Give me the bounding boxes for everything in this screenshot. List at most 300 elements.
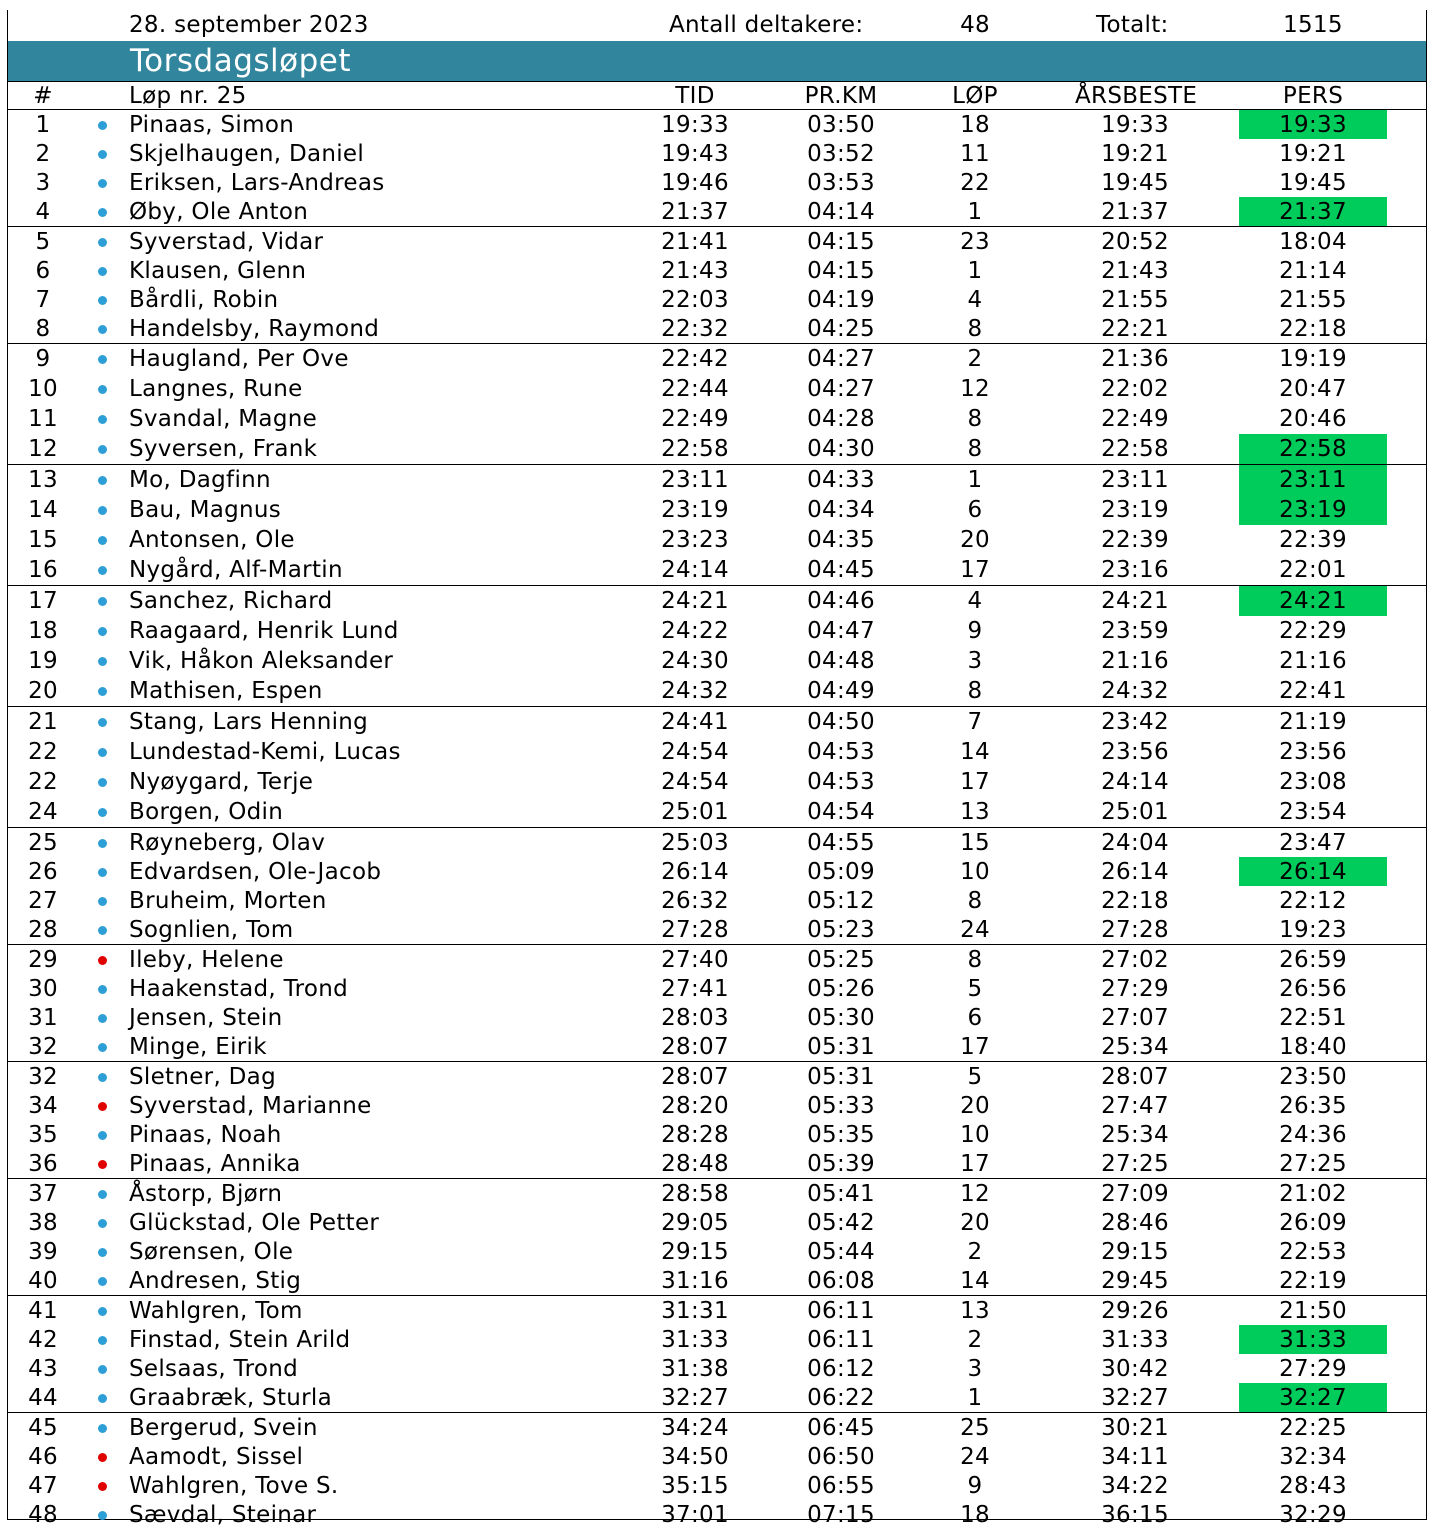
table-row (8, 915, 1426, 944)
result-group (8, 110, 1426, 227)
cell-name: Syversen, Frank (129, 436, 318, 462)
cell-pers: 27:29 (1279, 1356, 1347, 1382)
cell-prkm: 04:48 (807, 648, 875, 674)
cell-name: Klausen, Glenn (129, 258, 307, 284)
cell-rank: 28 (28, 917, 58, 943)
cell-lop: 3 (967, 1356, 983, 1382)
cell-lop: 17 (960, 557, 990, 583)
cell-rank: 39 (28, 1239, 58, 1265)
cell-name: Haakenstad, Trond (129, 976, 348, 1002)
male-marker-icon (98, 1131, 107, 1140)
cell-prkm: 03:52 (807, 141, 875, 167)
cell-lop: 8 (967, 888, 983, 914)
table-row (8, 1413, 1426, 1442)
male-marker-icon (98, 1307, 107, 1316)
table-row (8, 168, 1426, 197)
result-group (8, 1062, 1426, 1179)
female-marker-icon (98, 1482, 107, 1491)
cell-tid: 25:03 (661, 830, 729, 856)
male-marker-icon (98, 1424, 107, 1433)
male-marker-icon (98, 1365, 107, 1374)
cell-pers: 23:50 (1279, 1064, 1347, 1090)
cell-pers: 22:53 (1279, 1239, 1347, 1265)
cell-arsbeste: 27:29 (1101, 976, 1169, 1002)
cell-lop: 17 (960, 1034, 990, 1060)
cell-pers: 22:29 (1279, 618, 1347, 644)
cell-prkm: 04:53 (807, 769, 875, 795)
cell-prkm: 04:47 (807, 618, 875, 644)
summary-bar (8, 10, 1426, 40)
cell-pers: 20:47 (1279, 376, 1347, 402)
cell-tid: 28:48 (661, 1151, 729, 1177)
cell-pers: 23:56 (1279, 739, 1347, 765)
cell-arsbeste: 34:22 (1101, 1473, 1169, 1499)
cell-name: Sanchez, Richard (129, 588, 333, 614)
cell-lop: 10 (960, 859, 990, 885)
cell-arsbeste: 31:33 (1101, 1327, 1169, 1353)
cell-pers: 28:43 (1279, 1473, 1347, 1499)
cell-arsbeste: 29:15 (1101, 1239, 1169, 1265)
cell-arsbeste: 30:42 (1101, 1356, 1169, 1382)
cell-prkm: 03:50 (807, 112, 875, 138)
cell-tid: 27:41 (661, 976, 729, 1002)
cell-prkm: 06:45 (807, 1415, 875, 1441)
cell-arsbeste: 22:21 (1101, 316, 1169, 342)
table-row (8, 707, 1426, 737)
table-row (8, 797, 1426, 827)
cell-rank: 1 (35, 112, 51, 138)
cell-rank: 32 (28, 1034, 58, 1060)
cell-prkm: 03:53 (807, 170, 875, 196)
table-row (8, 525, 1426, 555)
cell-arsbeste: 22:18 (1101, 888, 1169, 914)
cell-prkm: 05:26 (807, 976, 875, 1002)
cell-tid: 23:11 (661, 467, 729, 493)
cell-lop: 18 (960, 1502, 990, 1528)
table-row (8, 767, 1426, 797)
cell-name: Åstorp, Bjørn (129, 1181, 283, 1207)
cell-lop: 23 (960, 229, 990, 255)
cell-pers: 32:34 (1279, 1444, 1347, 1470)
cell-prkm: 04:35 (807, 527, 875, 553)
cell-name: Graabræk, Sturla (129, 1385, 332, 1411)
cell-pers: 31:33 (1279, 1327, 1347, 1353)
male-marker-icon (98, 445, 107, 454)
table-row (8, 1091, 1426, 1120)
page-title: Torsdagsløpet (130, 43, 352, 79)
table-row (8, 1266, 1426, 1295)
cell-tid: 28:20 (661, 1093, 729, 1119)
cell-tid: 21:41 (661, 229, 729, 255)
male-marker-icon (98, 897, 107, 906)
cell-tid: 24:14 (661, 557, 729, 583)
cell-lop: 24 (960, 1444, 990, 1470)
male-marker-icon (98, 385, 107, 394)
cell-lop: 14 (960, 739, 990, 765)
cell-arsbeste: 28:07 (1101, 1064, 1169, 1090)
cell-name: Syverstad, Marianne (129, 1093, 372, 1119)
cell-pers: 26:09 (1279, 1210, 1347, 1236)
cell-lop: 24 (960, 917, 990, 943)
table-row (8, 1032, 1426, 1061)
cell-pers: 26:59 (1279, 947, 1347, 973)
cell-lop: 8 (967, 678, 983, 704)
cell-arsbeste: 24:32 (1101, 678, 1169, 704)
cell-name: Minge, Eirik (129, 1034, 267, 1060)
cell-lop: 8 (967, 436, 983, 462)
cell-prkm: 04:25 (807, 316, 875, 342)
cell-name: Pinaas, Noah (129, 1122, 282, 1148)
cell-tid: 25:01 (661, 799, 729, 825)
male-marker-icon (98, 1073, 107, 1082)
cell-prkm: 04:28 (807, 406, 875, 432)
cell-prkm: 04:45 (807, 557, 875, 583)
male-marker-icon (98, 179, 107, 188)
header-lop: LØP (952, 83, 998, 109)
table-row (8, 1120, 1426, 1149)
cell-prkm: 05:30 (807, 1005, 875, 1031)
cell-name: Svandal, Magne (129, 406, 318, 432)
cell-lop: 25 (960, 1415, 990, 1441)
cell-pers: 22:01 (1279, 557, 1347, 583)
cell-name: Sognlien, Tom (129, 917, 294, 943)
table-row (8, 197, 1426, 226)
cell-rank: 3 (35, 170, 51, 196)
cell-prkm: 05:42 (807, 1210, 875, 1236)
cell-tid: 28:07 (661, 1034, 729, 1060)
cell-tid: 22:44 (661, 376, 729, 402)
cell-name: Haugland, Per Ove (129, 346, 349, 372)
male-marker-icon (98, 296, 107, 305)
cell-pers: 24:36 (1279, 1122, 1347, 1148)
cell-name: Øby, Ole Anton (129, 199, 309, 225)
cell-tid: 24:41 (661, 709, 729, 735)
cell-lop: 18 (960, 112, 990, 138)
male-marker-icon (98, 985, 107, 994)
result-group (8, 227, 1426, 344)
cell-tid: 37:01 (661, 1502, 729, 1528)
table-row (8, 465, 1426, 495)
cell-arsbeste: 24:14 (1101, 769, 1169, 795)
cell-lop: 13 (960, 799, 990, 825)
male-marker-icon (98, 1511, 107, 1520)
cell-arsbeste: 26:14 (1101, 859, 1169, 885)
cell-prkm: 04:15 (807, 229, 875, 255)
cell-rank: 21 (28, 709, 58, 735)
cell-name: Bau, Magnus (129, 497, 282, 523)
cell-tid: 34:24 (661, 1415, 729, 1441)
cell-lop: 11 (960, 141, 990, 167)
cell-pers: 22:19 (1279, 1268, 1347, 1294)
cell-rank: 9 (35, 346, 51, 372)
table-row (8, 495, 1426, 525)
cell-prkm: 04:50 (807, 709, 875, 735)
cell-rank: 47 (28, 1473, 58, 1499)
male-marker-icon (98, 627, 107, 636)
male-marker-icon (98, 506, 107, 515)
table-row (8, 1442, 1426, 1471)
cell-lop: 6 (967, 497, 983, 523)
cell-name: Wahlgren, Tove S. (129, 1473, 339, 1499)
cell-pers: 20:46 (1279, 406, 1347, 432)
result-group (8, 707, 1426, 828)
cell-tid: 32:27 (661, 1385, 729, 1411)
cell-arsbeste: 27:47 (1101, 1093, 1169, 1119)
cell-tid: 28:07 (661, 1064, 729, 1090)
cell-rank: 11 (28, 406, 58, 432)
cell-tid: 24:21 (661, 588, 729, 614)
cell-rank: 37 (28, 1181, 58, 1207)
cell-name: Sletner, Dag (129, 1064, 276, 1090)
cell-prkm: 04:30 (807, 436, 875, 462)
cell-arsbeste: 23:11 (1101, 467, 1169, 493)
cell-rank: 40 (28, 1268, 58, 1294)
cell-prkm: 05:35 (807, 1122, 875, 1148)
cell-lop: 10 (960, 1122, 990, 1148)
cell-lop: 2 (967, 346, 983, 372)
cell-pers: 23:08 (1279, 769, 1347, 795)
cell-prkm: 04:15 (807, 258, 875, 284)
cell-arsbeste: 25:34 (1101, 1034, 1169, 1060)
table-row (8, 974, 1426, 1003)
table-row (8, 886, 1426, 915)
cell-pers: 21:50 (1279, 1298, 1347, 1324)
cell-pers: 22:39 (1279, 527, 1347, 553)
result-group (8, 465, 1426, 586)
cell-tid: 21:43 (661, 258, 729, 284)
race-date: 28. september 2023 (129, 12, 369, 38)
male-marker-icon (98, 1219, 107, 1228)
cell-pers: 26:56 (1279, 976, 1347, 1002)
cell-name: Syverstad, Vidar (129, 229, 324, 255)
cell-prkm: 04:54 (807, 799, 875, 825)
result-group (8, 1179, 1426, 1296)
cell-tid: 24:54 (661, 739, 729, 765)
cell-arsbeste: 20:52 (1101, 229, 1169, 255)
cell-prkm: 05:09 (807, 859, 875, 885)
table-row (8, 1208, 1426, 1237)
participants-label: Antall deltakere: (669, 12, 864, 38)
cell-tid: 22:03 (661, 287, 729, 313)
cell-name: Finstad, Stein Arild (129, 1327, 351, 1353)
cell-rank: 44 (28, 1385, 58, 1411)
cell-name: Wahlgren, Tom (129, 1298, 303, 1324)
cell-tid: 35:15 (661, 1473, 729, 1499)
cell-tid: 29:15 (661, 1239, 729, 1265)
cell-rank: 36 (28, 1151, 58, 1177)
cell-name: Eriksen, Lars-Andreas (129, 170, 385, 196)
cell-prkm: 04:33 (807, 467, 875, 493)
male-marker-icon (98, 415, 107, 424)
cell-lop: 22 (960, 170, 990, 196)
cell-arsbeste: 27:28 (1101, 917, 1169, 943)
table-row (8, 586, 1426, 616)
cell-prkm: 04:19 (807, 287, 875, 313)
male-marker-icon (98, 748, 107, 757)
cell-arsbeste: 27:07 (1101, 1005, 1169, 1031)
cell-pers: 18:40 (1279, 1034, 1347, 1060)
cell-name: Bårdli, Robin (129, 287, 279, 313)
cell-name: Handelsby, Raymond (129, 316, 380, 342)
male-marker-icon (98, 1014, 107, 1023)
cell-arsbeste: 24:04 (1101, 830, 1169, 856)
cell-rank: 4 (35, 199, 51, 225)
cell-lop: 5 (967, 976, 983, 1002)
male-marker-icon (98, 267, 107, 276)
cell-arsbeste: 36:15 (1101, 1502, 1169, 1528)
header-tid: TID (675, 83, 715, 109)
male-marker-icon (98, 718, 107, 727)
cell-name: Edvardsen, Ole-Jacob (129, 859, 382, 885)
cell-name: Nygård, Alf-Martin (129, 557, 343, 583)
cell-pers: 19:21 (1279, 141, 1347, 167)
cell-lop: 12 (960, 376, 990, 402)
male-marker-icon (98, 121, 107, 130)
cell-rank: 32 (28, 1064, 58, 1090)
cell-lop: 8 (967, 947, 983, 973)
male-marker-icon (98, 1043, 107, 1052)
cell-rank: 17 (28, 588, 58, 614)
cell-rank: 48 (28, 1502, 58, 1528)
cell-tid: 19:43 (661, 141, 729, 167)
cell-prkm: 06:22 (807, 1385, 875, 1411)
table-row (8, 616, 1426, 646)
result-group (8, 586, 1426, 707)
table-row (8, 314, 1426, 343)
cell-rank: 16 (28, 557, 58, 583)
male-marker-icon (98, 325, 107, 334)
table-row (8, 1325, 1426, 1354)
cell-pers: 22:58 (1279, 436, 1347, 462)
male-marker-icon (98, 597, 107, 606)
cell-rank: 18 (28, 618, 58, 644)
results-sheet (7, 10, 1427, 1528)
cell-arsbeste: 29:45 (1101, 1268, 1169, 1294)
cell-rank: 14 (28, 497, 58, 523)
male-marker-icon (98, 1277, 107, 1286)
cell-rank: 5 (35, 229, 51, 255)
male-marker-icon (98, 355, 107, 364)
cell-lop: 9 (967, 1473, 983, 1499)
cell-prkm: 05:25 (807, 947, 875, 973)
cell-tid: 22:32 (661, 316, 729, 342)
male-marker-icon (98, 839, 107, 848)
cell-prkm: 06:08 (807, 1268, 875, 1294)
cell-arsbeste: 25:34 (1101, 1122, 1169, 1148)
cell-rank: 8 (35, 316, 51, 342)
cell-arsbeste: 28:46 (1101, 1210, 1169, 1236)
cell-lop: 7 (967, 709, 983, 735)
cell-tid: 19:46 (661, 170, 729, 196)
cell-name: Sævdal, Steinar (129, 1502, 317, 1528)
table-row (8, 1500, 1426, 1529)
cell-prkm: 06:11 (807, 1298, 875, 1324)
cell-tid: 24:54 (661, 769, 729, 795)
cell-pers: 24:21 (1279, 588, 1347, 614)
cell-lop: 8 (967, 316, 983, 342)
male-marker-icon (98, 1190, 107, 1199)
cell-rank: 2 (35, 141, 51, 167)
cell-pers: 32:29 (1279, 1502, 1347, 1528)
cell-prkm: 06:50 (807, 1444, 875, 1470)
total-value: 1515 (1283, 12, 1343, 38)
cell-pers: 26:35 (1279, 1093, 1347, 1119)
cell-arsbeste: 23:59 (1101, 618, 1169, 644)
cell-lop: 15 (960, 830, 990, 856)
cell-prkm: 06:12 (807, 1356, 875, 1382)
cell-tid: 24:30 (661, 648, 729, 674)
cell-lop: 2 (967, 1239, 983, 1265)
cell-lop: 1 (967, 258, 983, 284)
cell-pers: 19:19 (1279, 346, 1347, 372)
cell-prkm: 06:55 (807, 1473, 875, 1499)
male-marker-icon (98, 536, 107, 545)
cell-arsbeste: 25:01 (1101, 799, 1169, 825)
table-row (8, 1237, 1426, 1266)
cell-arsbeste: 19:21 (1101, 141, 1169, 167)
cell-lop: 9 (967, 618, 983, 644)
cell-tid: 31:31 (661, 1298, 729, 1324)
cell-rank: 45 (28, 1415, 58, 1441)
cell-rank: 42 (28, 1327, 58, 1353)
cell-name: Lundestad-Kemi, Lucas (129, 739, 401, 765)
cell-arsbeste: 21:55 (1101, 287, 1169, 313)
cell-name: Jensen, Stein (129, 1005, 283, 1031)
cell-rank: 24 (28, 799, 58, 825)
cell-name: Mo, Dagfinn (129, 467, 271, 493)
cell-prkm: 05:39 (807, 1151, 875, 1177)
title-banner (8, 41, 1426, 81)
cell-rank: 35 (28, 1122, 58, 1148)
cell-rank: 26 (28, 859, 58, 885)
cell-name: Borgen, Odin (129, 799, 284, 825)
cell-name: Pinaas, Simon (129, 112, 295, 138)
cell-rank: 25 (28, 830, 58, 856)
cell-name: Stang, Lars Henning (129, 709, 369, 735)
cell-tid: 22:58 (661, 436, 729, 462)
table-row (8, 857, 1426, 886)
cell-arsbeste: 21:37 (1101, 199, 1169, 225)
table-row (8, 404, 1426, 434)
table-row (8, 434, 1426, 464)
cell-arsbeste: 21:43 (1101, 258, 1169, 284)
table-row (8, 1296, 1426, 1325)
result-group (8, 344, 1426, 465)
cell-arsbeste: 27:25 (1101, 1151, 1169, 1177)
table-header (8, 81, 1426, 110)
header-pers: PERS (1282, 83, 1344, 109)
table-row (8, 646, 1426, 676)
cell-lop: 17 (960, 1151, 990, 1177)
table-row (8, 344, 1426, 374)
cell-lop: 1 (967, 199, 983, 225)
cell-arsbeste: 23:42 (1101, 709, 1169, 735)
cell-lop: 20 (960, 1210, 990, 1236)
cell-rank: 22 (28, 739, 58, 765)
cell-pers: 21:19 (1279, 709, 1347, 735)
cell-arsbeste: 22:39 (1101, 527, 1169, 553)
cell-tid: 19:33 (661, 112, 729, 138)
male-marker-icon (98, 1394, 107, 1403)
cell-rank: 43 (28, 1356, 58, 1382)
cell-rank: 15 (28, 527, 58, 553)
cell-prkm: 04:34 (807, 497, 875, 523)
male-marker-icon (98, 150, 107, 159)
header-rank: # (33, 83, 53, 109)
cell-name: Ileby, Helene (129, 947, 284, 973)
cell-lop: 14 (960, 1268, 990, 1294)
cell-prkm: 05:31 (807, 1034, 875, 1060)
